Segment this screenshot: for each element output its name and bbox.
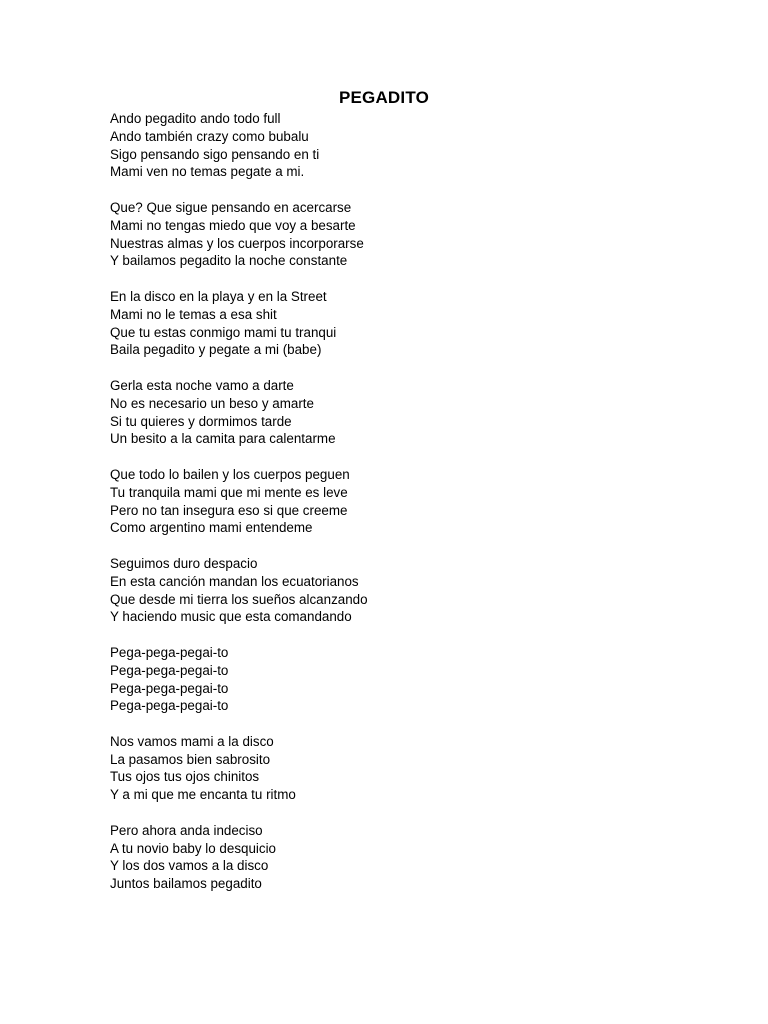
lyric-line: La pasamos bien sabrosito (110, 751, 271, 767)
lyric-line: En la disco en la playa y en la Street (110, 288, 327, 304)
lyric-line: Tu tranquila mami que mi mente es leve (110, 484, 348, 500)
lyric-line: Si tu quieres y dormimos tarde (110, 413, 292, 429)
lyric-line: Pero no tan insegura eso si que creeme (110, 502, 348, 518)
stanza (110, 555, 670, 626)
lyric-line: Que desde mi tierra los sueños alcanzando (110, 591, 368, 607)
lyric-line: Ando pegadito ando todo full (110, 111, 281, 126)
lyric-line: A tu novio baby lo desquicio (110, 840, 277, 856)
lyric-line: Ando también crazy como bubalu (110, 128, 309, 144)
stanza (110, 466, 670, 537)
lyric-line: Y haciendo music que esta comandando (110, 609, 352, 625)
lyric-line: Nuestras almas y los cuerpos incorporarse (110, 235, 364, 251)
lyric-line: No es necesario un beso y amarte (110, 395, 314, 411)
lyric-line: Mami no tengas miedo que voy a besarte (110, 217, 356, 233)
lyric-line: Un besito a la camita para calentarme (110, 431, 336, 447)
lyric-line: Juntos bailamos pegadito (110, 876, 262, 892)
stanza (110, 377, 670, 448)
stanza (110, 288, 670, 359)
lyric-line: Baila pegadito y pegate a mi (babe) (110, 342, 322, 358)
stanza (110, 733, 670, 804)
stanza (110, 110, 670, 181)
lyric-line: Nos vamos mami a la disco (110, 733, 274, 749)
lyrics-body (110, 110, 670, 911)
lyric-line: Como argentino mami entendeme (110, 520, 313, 536)
stanza (110, 199, 670, 270)
lyric-line: En esta canción mandan los ecuatorianos (110, 573, 359, 589)
lyric-line: Y a mi que me encanta tu ritmo (110, 787, 296, 803)
lyric-line: Seguimos duro despacio (110, 555, 258, 571)
lyric-line: Mami ven no temas pegate a mi. (110, 164, 305, 180)
lyric-line: Que tu estas conmigo mami tu tranqui (110, 324, 337, 340)
lyric-line: Sigo pensando sigo pensando en ti (110, 146, 320, 162)
lyric-line: Tus ojos tus ojos chinitos (110, 769, 260, 785)
lyric-line: Gerla esta noche vamo a darte (110, 377, 294, 393)
stanza (110, 822, 670, 893)
lyric-line: Pega-pega-pegai-to (110, 662, 229, 678)
lyric-line: Mami no le temas a esa shit (110, 306, 277, 322)
lyric-line: Y los dos vamos a la disco (110, 858, 269, 874)
song-title: PEGADITO (338, 88, 430, 107)
stanza (110, 644, 670, 715)
lyric-line: Que? Que sigue pensando en acercarse (110, 199, 352, 215)
lyric-line: Pega-pega-pegai-to (110, 680, 229, 696)
lyric-line: Y bailamos pegadito la noche constante (110, 253, 348, 269)
lyric-line: Pero ahora anda indeciso (110, 822, 263, 838)
lyric-line: Pega-pega-pegai-to (110, 698, 229, 714)
lyric-line: Pega-pega-pegai-to (110, 644, 229, 660)
lyric-line: Que todo lo bailen y los cuerpos peguen (110, 466, 350, 482)
